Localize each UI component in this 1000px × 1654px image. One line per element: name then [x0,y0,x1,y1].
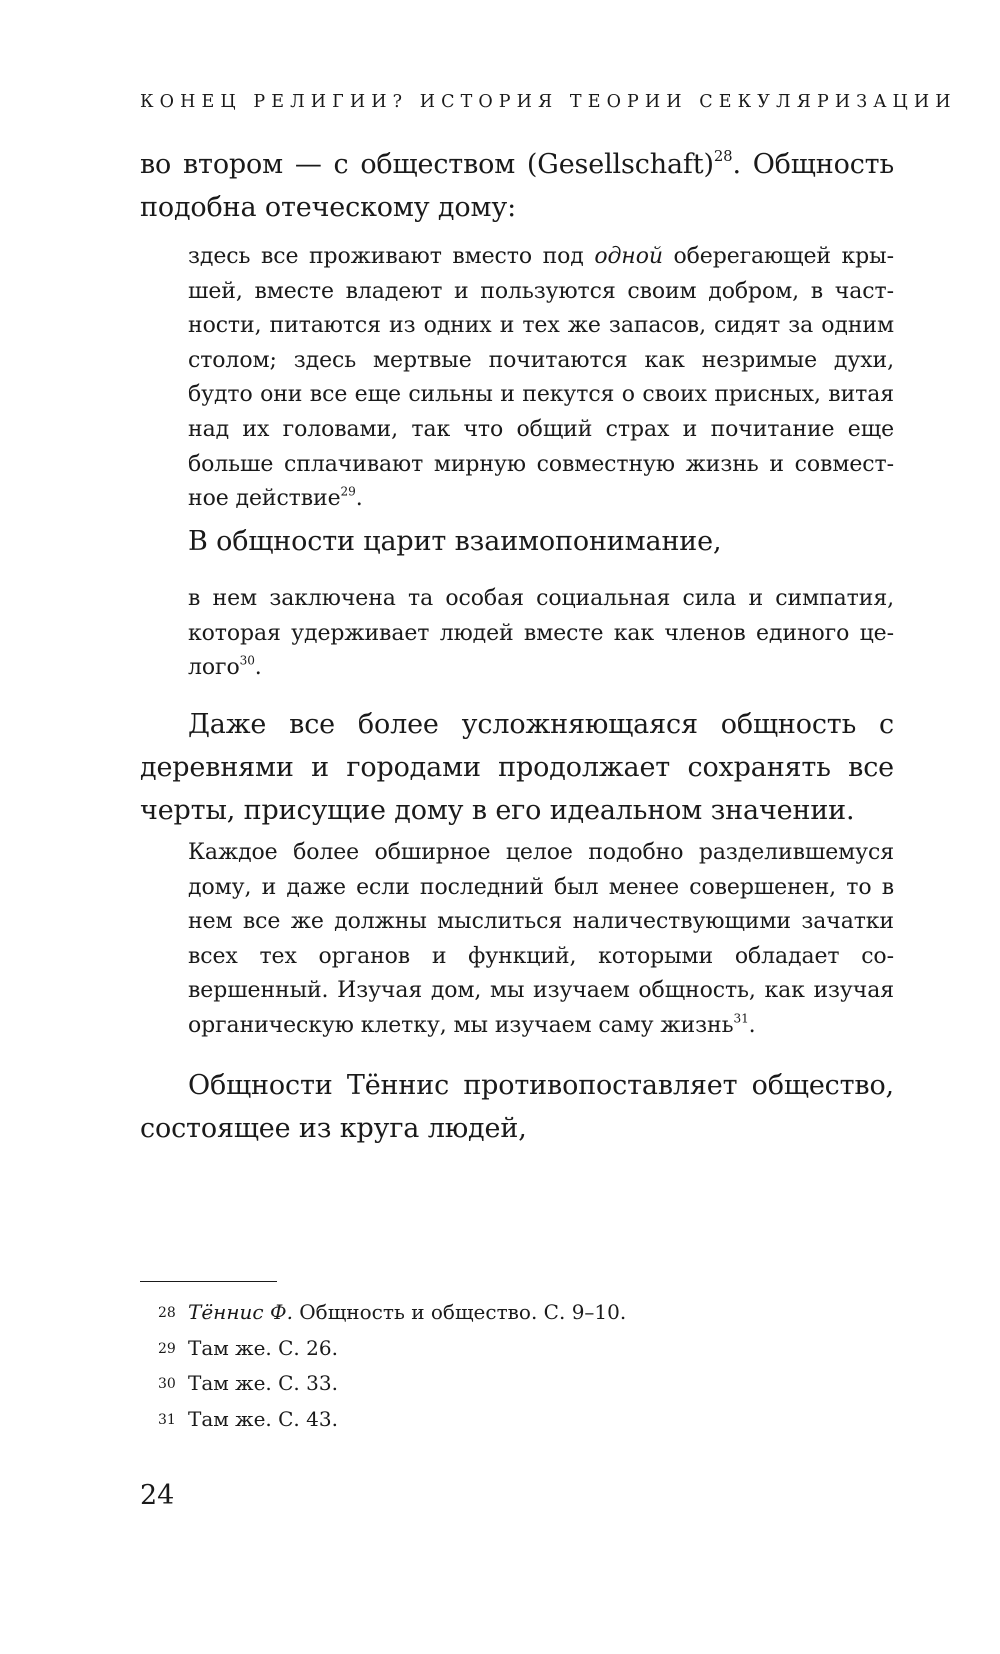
footnote-divider [140,1281,277,1282]
page-number: 24 [140,1480,175,1511]
footnote-31 [158,1407,338,1432]
paragraph-1-text: во втором — с обществом (Gesellschaft) [140,149,714,180]
block-quote-1-end: . [355,486,363,512]
footnote-ref-28[interactable]: 28 [713,147,733,166]
footnote-number: 30 [158,1376,176,1392]
footnote-ref-30[interactable]: 30 [239,653,255,668]
footnote-29 [158,1336,338,1361]
footnote-text: Там же. С. 26. [188,1336,338,1360]
paragraph-2-text: В общности царит взаимопонимание, [188,526,722,557]
footnote-text: Там же. С. 33. [188,1371,338,1395]
block-quote-1 [188,240,894,517]
paragraph-1-text-end: . Общность подобна отеческому дому: [140,149,894,223]
block-quote-3-end: . [748,1012,756,1038]
footnote-ref-31[interactable]: 31 [733,1011,749,1026]
block-quote-3-text: Каждое более обширное целое подобно разделившемуся дому, и даже если последний был менее совершенен, то в нем все же должны мыслиться наличествующими зачатки всех тех органов и функций, которыми обладает совершенный. Изучая дом, мы изучаем общность, как изучая органическую клетку, мы изучаем саму жизнь [188,840,894,1038]
paragraph-2 [140,520,894,563]
paragraph-4-text: Общности Тённис противопоставляет общество, состоящее из круга людей, [140,1070,894,1144]
footnote-28 [158,1300,626,1325]
block-quote-2 [188,582,894,686]
footnote-ref-29[interactable]: 29 [340,484,356,499]
paragraph-1 [140,143,894,229]
footnote-text: Общность и общество. С. 9–10. [292,1300,627,1324]
paragraph-4 [140,1064,894,1150]
block-quote-3 [188,836,894,1044]
block-quote-1-emphasis: одной [594,244,663,269]
footnote-number: 28 [158,1305,176,1321]
footnote-30 [158,1371,338,1396]
footnote-number: 29 [158,1341,176,1357]
paragraph-3 [140,703,894,832]
block-quote-2-text: в нем заключена та особая социальная сила и симпатия, которая удерживает людей вместе как членов единого целого [188,586,894,681]
block-quote-1-text: оберегающей крышей, вместе владеют и пользуются своим добром, в частности, питаются из одних и тех же запасов, сидят за одним столом; здесь мертвые почитаются как незримые духи, будто они все еще сильны и пекутся о своих присных, витая над их головами, так что общий страх и почитание еще больше сплачивают мирную совместную жизнь и совместное действие [188,244,894,512]
footnote-author: Тённис Ф. [188,1300,293,1324]
footnote-text: Там же. С. 43. [188,1407,338,1431]
block-quote-1-text-start: здесь все проживают вместо под [188,244,595,269]
running-head: КОНЕЦ РЕЛИГИИ? ИСТОРИЯ ТЕОРИИ СЕКУЛЯРИЗАЦИИ [140,92,957,112]
block-quote-2-end: . [254,655,262,681]
paragraph-3-text: Даже все более усложняющаяся общность с деревнями и городами продолжает сохранять все черты, присущие дому в его идеальном значении. [140,709,894,826]
footnote-number: 31 [158,1412,176,1428]
